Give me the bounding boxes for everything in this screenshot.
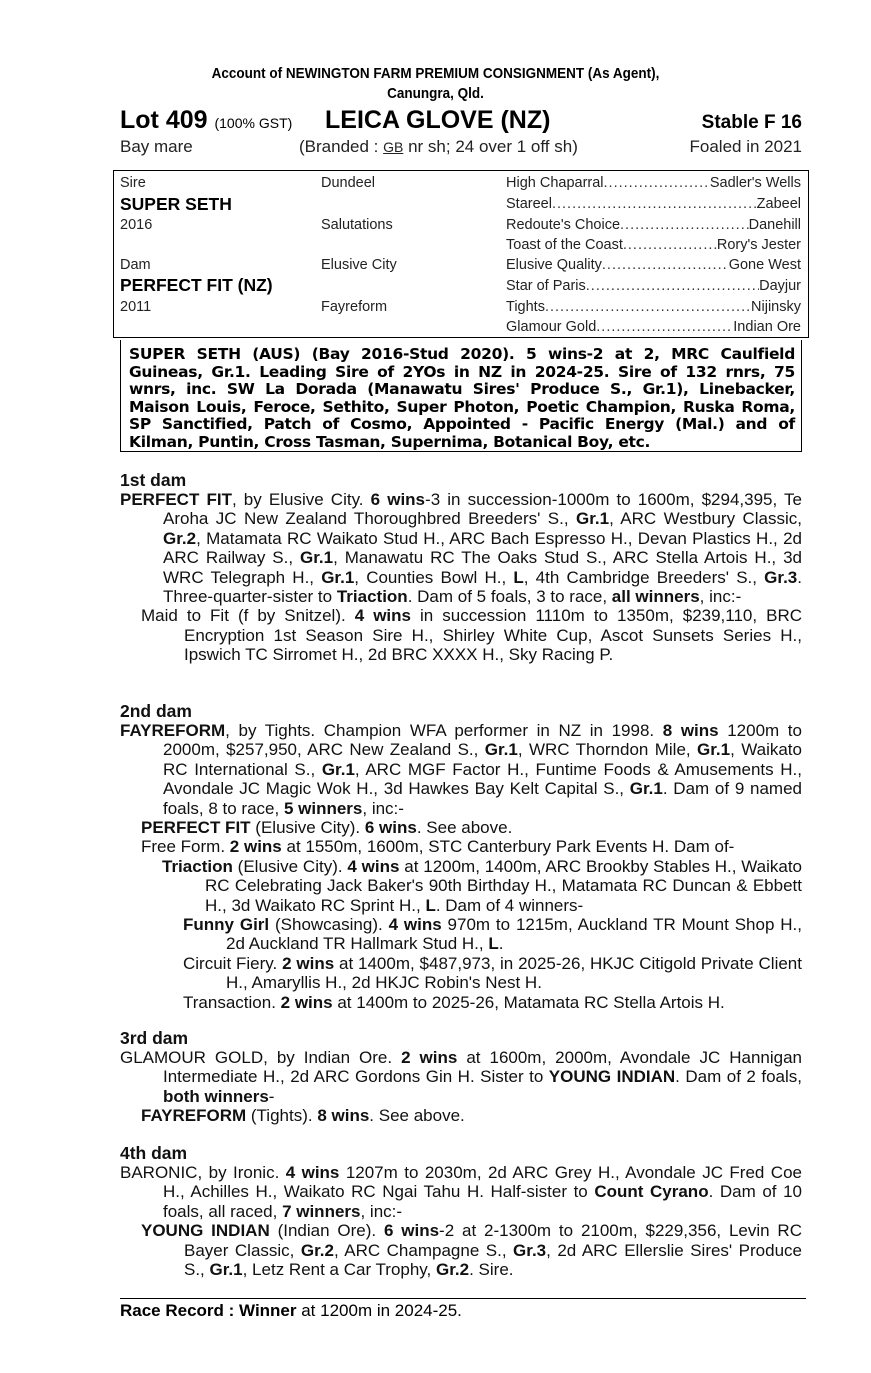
text-run: -2 at 2-1300m to 2100m, $229,356, Levin RC Bayer Classic, — [184, 1221, 802, 1260]
gg-4-sire: Toast of the Coast — [506, 237, 623, 253]
bold-text: L — [488, 934, 499, 954]
consignor-line-2: Canungra, Qld. — [387, 85, 484, 102]
lot-header — [120, 106, 802, 138]
section-heading: 2nd dam — [120, 701, 192, 721]
bold-text: L — [425, 895, 436, 915]
text-run: , Matamata RC Waikato Stud H., ARC Bach Espresso H., Devan Plastics H., 2d ARC Railway S., — [163, 528, 802, 568]
progeny-paragraph — [120, 857, 802, 915]
text-run: at 1550m, 1600m, STC Canterbury Park Events H. Dam of- — [281, 837, 735, 857]
horse-name: LEICA GLOVE (NZ) — [325, 106, 551, 134]
bold-text: 2 wins — [282, 953, 335, 973]
bold-text: 2 wins — [401, 1048, 458, 1067]
leader-dots — [623, 237, 717, 253]
dam-paragraph — [120, 1163, 802, 1221]
gg-6-damsire: Dayjur — [759, 278, 801, 294]
gg-2-damsire: Zabeel — [756, 196, 801, 212]
bold-text: Gr.2 — [300, 1240, 334, 1260]
race-record — [120, 1301, 462, 1321]
third-dam-section — [120, 1028, 802, 1126]
text-run: , ARC Westbury Classic, — [609, 509, 802, 529]
sire-year: 2016 — [120, 217, 153, 233]
text-run: , Manawatu RC The Oaks Stud S., ARC Stella Artois H., 3d WRC Telegraph H., — [163, 548, 802, 587]
text-run: at 1200m, 1400m, ARC Brookby Stables H., Waikato RC Celebrating Jack Baker's 90th Birthday H., Matamata RC Duncan & Ebbett H., 3d Waikato RC Sprint H., — [205, 856, 802, 915]
text-run: (Elusive City). — [250, 818, 365, 838]
grandparent-7 — [506, 299, 801, 315]
bold-text: L — [513, 567, 524, 587]
brand-info — [299, 137, 578, 157]
dam-year: 2011 — [120, 299, 152, 315]
grandparent-8 — [506, 319, 801, 335]
text-run: Transaction. — [183, 992, 281, 1012]
gg-1-damsire: Sadler's Wells — [709, 175, 801, 191]
progeny-paragraph — [120, 915, 802, 954]
bold-text: 4 wins — [347, 856, 400, 876]
text-run: at 1400m to 2025-26, Matamata RC Stella Artois H. — [332, 992, 725, 1012]
grandparent-6 — [506, 278, 801, 294]
leader-dots — [602, 257, 729, 273]
bold-text: Gr.3 — [764, 567, 798, 587]
text-run: , inc:- — [362, 798, 404, 818]
lot-number — [120, 106, 292, 135]
bold-text: Funny Girl — [183, 915, 270, 935]
progeny-paragraph — [120, 993, 802, 1012]
bold-text: Gr.1 — [209, 1260, 243, 1280]
text-run: 1207m to 2030m, 2d ARC Grey H., Avondale JC Fred Coe H., Achilles H., Waikato RC Ngai Tahu H. Half-sister to — [163, 1163, 802, 1202]
text-run: (Indian Ore). — [269, 1221, 384, 1241]
progeny-paragraph — [120, 606, 802, 664]
bold-text: Gr.2 — [436, 1260, 470, 1280]
section-heading: 1st dam — [120, 470, 187, 490]
grandparent-3 — [506, 217, 801, 233]
gg-3-sire: Redoute's Choice — [506, 217, 621, 233]
text-run: , 2d ARC Ellerslie Sires' Produce S., — [184, 1240, 802, 1280]
bold-text: FAYREFORM — [120, 721, 226, 740]
grandparent-1 — [506, 175, 801, 191]
text-run: - — [268, 1086, 275, 1106]
gg-8-sire: Glamour Gold — [506, 319, 597, 335]
bold-text: Gr.3 — [513, 1240, 547, 1260]
progeny-paragraph — [120, 1221, 802, 1279]
text-run: , WRC Thorndon Mile, — [517, 740, 698, 760]
bold-text: Count Cyrano — [594, 1182, 709, 1202]
sire-sire: Dundeel — [321, 175, 376, 191]
text-run: . — [498, 934, 504, 954]
section-heading: 4th dam — [120, 1143, 188, 1163]
text-run: . Sire. — [469, 1260, 514, 1280]
dam-label: Dam — [120, 257, 151, 273]
gst-note: (100% GST) — [214, 115, 293, 131]
text-run: , 4th Cambridge Breeders' S., — [523, 567, 765, 587]
bold-text: Triaction — [162, 856, 233, 876]
second-dam-section — [120, 701, 802, 1012]
brand-mark: GB — [383, 139, 404, 155]
text-run: . Three-quarter-sister to — [163, 567, 802, 607]
text-run: -3 in succession-1000m to 1600m, $294,395, Te Aroha JC New Zealand Thoroughbred Breeders' S., — [163, 490, 802, 529]
leader-dots — [545, 299, 751, 315]
gg-6-sire: Star of Paris — [506, 278, 586, 294]
consignor-line-1: Account of NEWINGTON FARM PREMIUM CONSIGNMENT (As Agent), — [211, 65, 660, 82]
text-run: at 1400m, $487,973, in 2025-26, HKJC Citigold Private Client H., Amaryllis H., 2d HKJC Robin's Nest H. — [226, 953, 802, 993]
text-run: at 1600m, 2000m, Avondale JC Hannigan Intermediate H., 2d ARC Gordons Gin H. Sister to — [163, 1048, 803, 1087]
grandparent-2 — [506, 196, 801, 212]
bold-text: 4 wins — [285, 1163, 340, 1182]
lot-label: Lot 409 — [120, 106, 208, 134]
text-run: , by Tights. Champion WFA performer in NZ in 1998. — [225, 721, 663, 740]
gg-7-damsire: Nijinsky — [751, 299, 801, 315]
text-run: . Dam of 10 foals, all raced, — [163, 1182, 802, 1221]
bold-text: 2 wins — [229, 837, 282, 857]
sire-label: Sire — [120, 175, 146, 191]
text-run: , Waikato RC International S., — [163, 740, 802, 779]
bold-text: 4 wins — [354, 606, 411, 626]
bold-text: Triaction — [336, 587, 408, 607]
sex-colour: Bay mare — [120, 137, 193, 156]
bold-text: YOUNG INDIAN — [141, 1221, 270, 1241]
stable-location: Stable F 16 — [701, 112, 802, 133]
bold-text: Gr.1 — [299, 548, 334, 568]
bold-text: 2 wins — [280, 992, 333, 1012]
bold-text: 6 wins — [370, 490, 426, 509]
gg-2-sire: Stareel — [506, 196, 552, 212]
text-run: 1200m to 2000m, $257,950, ARC New Zealand S., — [163, 721, 802, 760]
progeny-paragraph — [120, 954, 802, 993]
gg-3-damsire: Danehill — [748, 217, 801, 233]
divider — [120, 1298, 806, 1299]
text-run: . See above. — [369, 1106, 465, 1126]
text-run: , Letz Rent a Car Trophy, — [242, 1260, 436, 1280]
grandparent-4 — [506, 237, 801, 253]
bold-text: 8 wins — [662, 721, 719, 740]
bold-text: 5 winners — [283, 798, 363, 818]
text-run: . Dam of 4 winners- — [435, 895, 584, 915]
bold-text: PERFECT FIT — [141, 818, 251, 838]
bold-text: Gr.1 — [697, 740, 731, 760]
race-record-text: at 1200m in 2024-25. — [296, 1301, 462, 1320]
text-run: , inc:- — [360, 1201, 403, 1221]
text-run: . Dam of 5 foals, 3 to race, — [407, 587, 612, 607]
text-run: , ARC MGF Factor H., Funtime Foods & Amusements H., Avondale JC Magic Wok H., 3d Hawkes Bay Kelt Capital S., — [163, 759, 802, 799]
bold-text: 7 winners — [282, 1201, 361, 1221]
bold-text: Gr.2 — [163, 528, 197, 548]
bold-text: 4 wins — [388, 915, 442, 935]
text-run: , ARC Champagne S., — [334, 1240, 514, 1260]
text-run: 970m to 1215m, Auckland TR Mount Shop H., 2d Auckland TR Hallmark Stud H., — [226, 915, 802, 954]
text-run: . Dam of 2 foals, — [675, 1067, 802, 1087]
text-run: , Counties Bowl H., — [354, 567, 514, 587]
text-run: . See above. — [416, 818, 513, 838]
leader-dots — [620, 217, 749, 233]
text-run: . Dam of 9 named foals, 8 to race, — [163, 779, 802, 818]
bold-text: both winners — [163, 1086, 269, 1106]
gg-7-sire: Tights — [506, 299, 545, 315]
bold-text: 6 wins — [364, 818, 417, 838]
bold-text: 8 wins — [317, 1106, 370, 1126]
text-run: in succession 1110m to 1350m, $239,110, BRC Encryption 1st Season Sire H., Shirley White Cup, Ascot Sunsets Series H., Ipswich TC Sirromet H., 2d BRC XXXX H., Sky Racing P. — [184, 606, 803, 665]
leader-dots — [586, 278, 759, 294]
bold-text: Gr.1 — [321, 759, 355, 779]
race-record-label: Race Record : Winner — [120, 1301, 297, 1320]
text-run: Free Form. — [141, 837, 230, 857]
text-run: (Showcasing). — [269, 915, 389, 935]
dam-paragraph — [120, 721, 802, 818]
text-run: , inc:- — [699, 587, 742, 607]
text-run: (Tights). — [246, 1106, 318, 1126]
grandparent-5 — [506, 257, 801, 273]
leader-dots — [596, 319, 733, 335]
section-heading: 3rd dam — [120, 1028, 189, 1048]
text-run: , by Elusive City. — [231, 490, 371, 509]
sire-summary: SUPER SETH (AUS) (Bay 2016-Stud 2020). 5 wins-2 at 2, MRC Caulfield Guineas, Gr.1. Leading Sire of 2YOs in NZ in 2024-25. Sire of 132 rnrs, 75 wnrs, inc. SW La Dorada (Manawatu Sires' Produce S., Gr.1), Linebacker, Maison Louis, Feroce, Sethito, Super Photon, Poetic Champion, Ruska Roma, SP Sanctified, Patch of Cosmo, Appointed - Pacific Energy (Mal.) and of Kilman, Puntin, Cross Tasman, Supernima, Botanical Boy, etc. — [129, 345, 795, 451]
text-run: Circuit Fiery. — [183, 953, 283, 973]
bold-text: all winners — [611, 587, 700, 607]
text-run: (Elusive City). — [232, 856, 348, 876]
brand-suffix: nr sh; 24 over 1 off sh) — [408, 137, 578, 156]
bold-text: Gr.1 — [321, 567, 355, 587]
pedigree-table — [113, 170, 809, 338]
dam-name: PERFECT FIT (NZ) — [120, 275, 273, 295]
text-run: BARONIC, by Ironic. — [120, 1163, 286, 1182]
brand-prefix: (Branded : — [299, 137, 379, 156]
dam-sire: Elusive City — [321, 257, 397, 273]
bold-text: PERFECT FIT — [120, 490, 232, 509]
gg-5-sire: Elusive Quality — [506, 257, 602, 273]
text-run: GLAMOUR GOLD, by Indian Ore. — [120, 1048, 402, 1067]
gg-4-damsire: Rory's Jester — [716, 237, 801, 253]
progeny-paragraph — [120, 818, 802, 837]
bold-text: Gr.1 — [484, 740, 518, 760]
gg-5-damsire: Gone West — [728, 257, 801, 273]
sire-dam: Salutations — [321, 217, 393, 233]
text-run: Maid to Fit (f by Snitzel). — [141, 606, 355, 626]
progeny-paragraph — [120, 837, 802, 856]
dam-dam: Fayreform — [321, 299, 388, 315]
gg-1-sire: High Chaparral — [506, 175, 604, 191]
bold-text: YOUNG INDIAN — [548, 1067, 676, 1087]
sire-name: SUPER SETH — [120, 194, 232, 214]
progeny-paragraph — [120, 1106, 802, 1125]
leader-dots — [552, 196, 757, 212]
foaled-year: Foaled in 2021 — [689, 137, 802, 156]
gg-8-damsire: Indian Ore — [733, 319, 801, 335]
first-dam-section — [120, 470, 802, 665]
leader-dots — [604, 175, 710, 191]
dam-paragraph — [120, 1048, 802, 1106]
bold-text: Gr.1 — [629, 779, 663, 799]
bold-text: Gr.1 — [575, 509, 610, 529]
sire-summary-box — [120, 340, 802, 452]
fourth-dam-section — [120, 1143, 802, 1279]
bold-text: FAYREFORM — [141, 1106, 247, 1126]
bold-text: 6 wins — [383, 1221, 440, 1241]
dam-paragraph — [120, 490, 802, 606]
